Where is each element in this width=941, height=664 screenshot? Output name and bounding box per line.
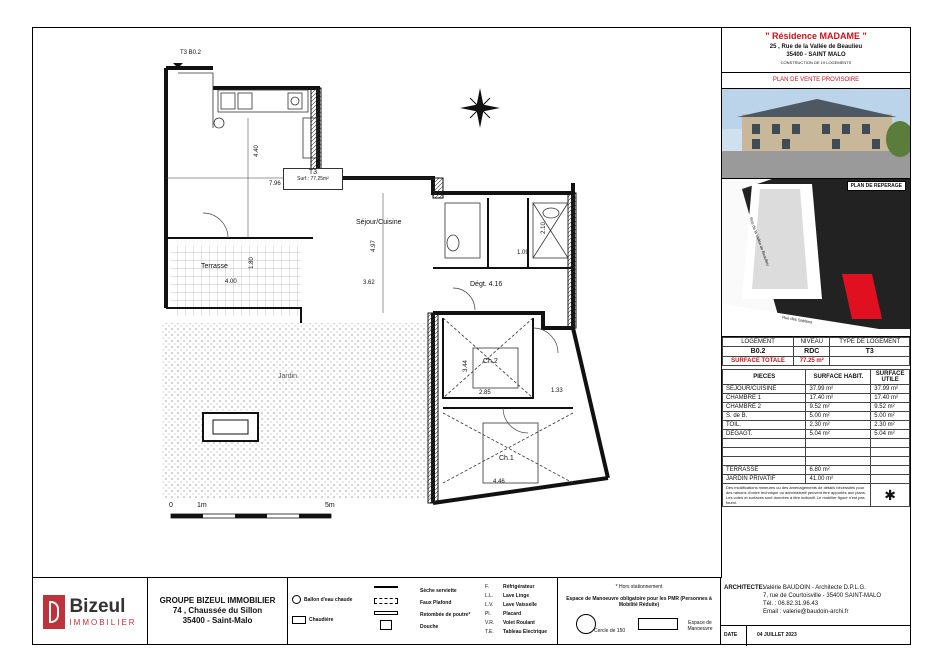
codes-list <box>485 583 547 637</box>
legend-item: Retombée de poutre* <box>420 612 471 618</box>
building-render <box>722 89 910 179</box>
legend-code-row: L.V. Lave Vaisselle <box>485 602 537 608</box>
extra-name: TERRASSE <box>723 466 806 475</box>
logo-mark-icon <box>43 595 65 629</box>
room-label-ch2: Ch.2 <box>483 358 498 365</box>
empty-row <box>723 439 910 448</box>
disclaimer-text: Des modifications mineures ou des aménagements de détails nécessités pour des raisons d'ordre technique ou administratif peuvent être apportés aux plans. Les cotes et surfaces sont données à titre indicatif. Le mobilier figuré n'est pas fourni. <box>723 484 871 507</box>
architecte-email: Email : valerie@baudoin-archi.fr <box>763 609 849 615</box>
dim-label: 2.85 <box>479 390 491 396</box>
garden-area <box>161 323 433 498</box>
header-type: TYPE DE LOGEMENT <box>830 338 910 347</box>
empty-row <box>723 457 910 466</box>
unit-tag <box>283 168 343 190</box>
header-hab: SURFACE HABIT. <box>806 370 871 385</box>
dim-label: 4.46 <box>493 479 505 485</box>
header-logement: LOGEMENT <box>723 338 794 347</box>
room-label-sejour: Séjour/Cuisine <box>356 219 402 226</box>
north-compass-icon <box>460 88 500 128</box>
pmr-block <box>558 578 721 645</box>
architect-block <box>721 578 910 645</box>
piece-utile: 5.04 m² <box>871 430 910 439</box>
seche-serviette-icon <box>374 586 398 590</box>
building-image <box>722 89 910 179</box>
piece-utile: 17.40 m² <box>871 394 910 403</box>
architecte-addr: 7, rue de Courtoisville - 35400 SAINT-MALO <box>763 593 882 599</box>
scale-bar <box>171 514 331 518</box>
legend-item: Faux Plafond <box>420 600 452 606</box>
header-pieces: PIECES <box>723 370 806 385</box>
piece-hab: 37.99 m² <box>806 385 871 394</box>
turning-circle-icon <box>576 614 596 634</box>
architecte-tel: Tél. : 06.82.31.96.43 <box>763 601 819 607</box>
piece-utile: 2.30 m² <box>871 421 910 430</box>
legend-code-row: V.R. Volet Roulant <box>485 620 535 626</box>
dim-label: 1.33 <box>551 388 563 394</box>
value-niveau: RDC <box>794 347 830 357</box>
dim-label: 1.80 <box>248 257 255 269</box>
piece-hab: 5.00 m² <box>806 412 871 421</box>
room-label-jardin: Jardin <box>278 373 298 380</box>
piece-hab: 17.40 m² <box>806 394 871 403</box>
residence-header <box>722 28 910 73</box>
empty-row <box>723 448 910 457</box>
legend-block <box>288 578 558 645</box>
piece-name: SEJOUR/CUISINE <box>723 385 806 394</box>
brand-sub: IMMOBILIER <box>69 618 137 627</box>
dim-label: 4.40 <box>253 145 260 157</box>
street-label-sablons: Rue des Sablons <box>781 314 813 325</box>
value-type: T3 <box>830 347 910 357</box>
reperage-title: PLAN DE REPERAGE <box>847 181 906 191</box>
company-city: 35400 - Saint-Malo <box>182 616 253 625</box>
hors-stationnement: * Hors stationnement <box>615 584 663 590</box>
chaudiere-icon <box>292 616 306 624</box>
plan-status: PLAN DE VENTE PROVISOIRE <box>722 73 910 89</box>
info-sidebar <box>722 28 910 578</box>
pieces-table <box>722 369 910 507</box>
piece-utile: 5.00 m² <box>871 412 910 421</box>
dim-label: 4.97 <box>370 240 377 252</box>
pieces-row <box>723 430 910 439</box>
residence-construction: CONSTRUCTION DE 19 LOGEMENTS <box>780 60 852 65</box>
header-utile: SURFACE UTILE <box>871 370 910 385</box>
retombee-icon <box>374 611 398 615</box>
piece-hab: 5.04 m² <box>806 430 871 439</box>
legend-code-row: F. Réfrigérateur <box>485 584 535 590</box>
cercle-label: Cercle de 150 <box>594 628 626 634</box>
legend-chaudiere: Chaudière <box>309 617 334 623</box>
espace-label: Espace de Manoeuvre <box>687 620 713 632</box>
extra-row <box>723 475 910 484</box>
pieces-row <box>723 394 910 403</box>
legend-item: Sèche serviette <box>420 588 457 594</box>
dim-label: 3.62 <box>363 280 375 286</box>
architecte-label: ARCHITECTE: <box>724 585 765 591</box>
location-map <box>722 179 910 337</box>
room-label-ch1: Ch.1 <box>499 455 514 462</box>
extra-value: 41.00 m² <box>806 475 871 484</box>
surface-total-label: SURFACE TOTALE <box>723 357 794 366</box>
pieces-row <box>723 421 910 430</box>
header-niveau: NIVEAU <box>794 338 830 347</box>
value-logement: B0.2 <box>723 347 794 357</box>
legend-code-row: Pl. Placard <box>485 611 522 617</box>
residence-address: 25 , Rue de la Vallée de Beaulieu <box>769 44 863 50</box>
douche-icon <box>380 620 392 630</box>
pmr-note: Espace de Manoeuvre obligatoire pour les PMR (Personnes à Mobilité Réduite) <box>566 596 712 608</box>
ballon-icon <box>292 595 301 604</box>
pieces-row <box>723 412 910 421</box>
piece-hab: 2.30 m² <box>806 421 871 430</box>
piece-name: CHAMBRE 1 <box>723 394 806 403</box>
piece-name: CHAMBRE 2 <box>723 403 806 412</box>
piece-name: TOIL. <box>723 421 806 430</box>
title-block <box>33 578 910 645</box>
company-block <box>148 578 288 645</box>
pieces-row <box>723 403 910 412</box>
extra-row <box>723 466 910 475</box>
extra-value: 6.80 m² <box>806 466 871 475</box>
piece-name: DEGAGT. <box>723 430 806 439</box>
piece-name: S. de B. <box>723 412 806 421</box>
room-label-degagement: Dégt. 4.16 <box>470 281 503 288</box>
piece-utile: 37.99 m² <box>871 385 910 394</box>
legend-item: Douche <box>420 624 439 630</box>
legend-code-row: T.E. Tableau Electrique <box>485 629 548 635</box>
legend-ballon: Ballon d'eau chaude <box>304 596 353 603</box>
piece-hab: 9.52 m² <box>806 403 871 412</box>
room-label-terrasse: Terrasse <box>201 263 228 270</box>
floor-plan-drawing <box>33 28 722 578</box>
scale-five: 5m <box>325 502 335 509</box>
location-plan <box>722 179 910 337</box>
residence-name: " Résidence MADAME " <box>765 31 867 41</box>
date-value: 04 JUILLET 2023 <box>757 632 797 638</box>
faux-plafond-icon <box>374 598 398 604</box>
dim-label: 7.96 <box>269 181 281 187</box>
pieces-row <box>723 385 910 394</box>
logement-table <box>722 337 910 366</box>
date-label: DATE <box>721 626 747 646</box>
extra-name: JARDIN PRIVATIF <box>723 475 806 484</box>
unit-type-label: T3 <box>308 169 318 176</box>
company-name: GROUPE BIZEUL IMMOBILIER <box>159 596 276 605</box>
surface-total-value: 77.25 m² <box>794 357 830 366</box>
manoeuvre-rect-icon <box>638 618 678 630</box>
dim-label: 1.09 <box>517 250 529 256</box>
brand-logo <box>33 578 148 645</box>
scale-zero: 0 <box>169 502 173 509</box>
planter <box>203 413 258 441</box>
legend-code-row: L.L. Lave Linge <box>485 593 530 599</box>
residence-city: 35400 - SAINT MALO <box>786 52 846 58</box>
dim-label: 2.10 <box>540 222 547 234</box>
compass-icon: ✱ <box>871 484 910 507</box>
street-label-vallee: Rue de la Vallée de Beaulieu <box>748 216 771 267</box>
dim-label: 4.00 <box>225 279 237 285</box>
floor-plan-area <box>33 28 722 578</box>
brand-name: Bizeul <box>69 596 126 617</box>
unit-code-label: T3 B0.2 <box>180 50 202 56</box>
architecte-name: Valérie BAUDOIN - Architecte D.P.L.G. <box>763 585 866 591</box>
company-street: 74 , Chaussée du Sillon <box>172 606 263 615</box>
dim-label: 3.44 <box>462 360 469 372</box>
piece-utile: 9.52 m² <box>871 403 910 412</box>
unit-surface-label: Surf.: 77.25m² <box>297 176 329 182</box>
scale-one: 1m <box>197 502 207 509</box>
